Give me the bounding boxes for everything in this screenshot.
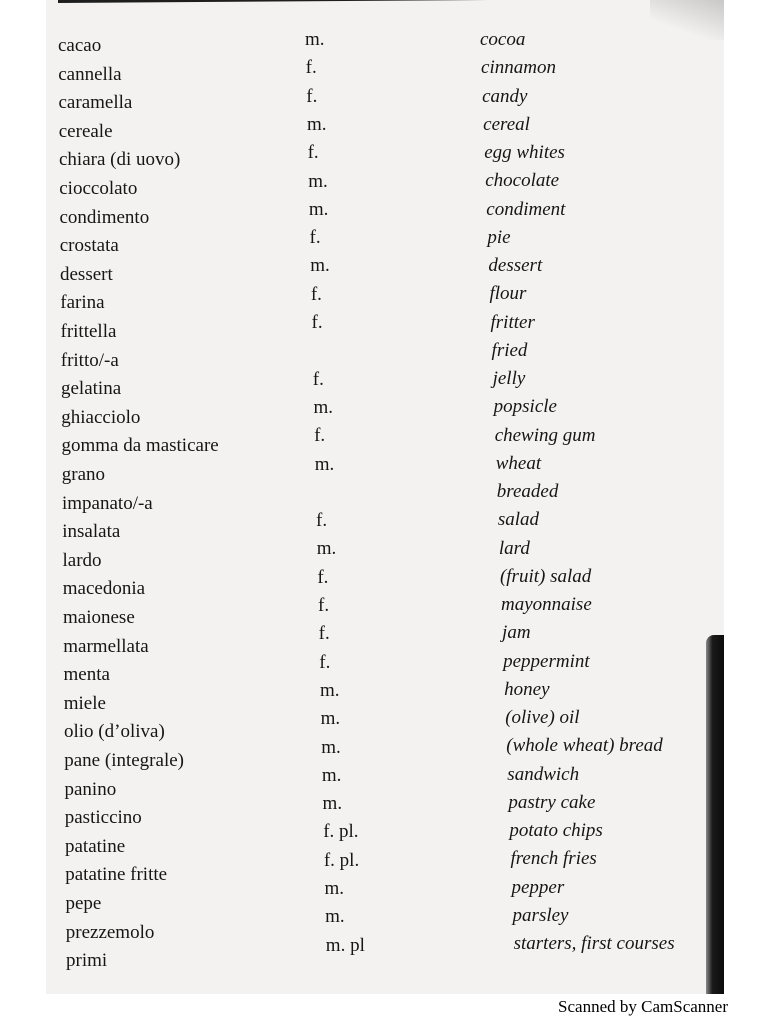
grammatical-gender: m. (305, 29, 325, 50)
grammatical-gender: m. (308, 170, 328, 192)
italian-term: maionese (63, 607, 135, 628)
grammatical-gender: m. pl (325, 934, 365, 956)
english-translation: lard (498, 537, 530, 559)
english-translation: fried (491, 339, 528, 361)
english-translation: breaded (496, 481, 559, 502)
english-translation: (fruit) salad (499, 565, 592, 587)
italian-term: condimento (59, 206, 150, 228)
grammatical-gender: f. (306, 85, 318, 107)
grammatical-gender: f. (319, 651, 331, 673)
italian-term: cereale (58, 120, 113, 142)
italian-term: grano (61, 464, 106, 485)
italian-term: impanato/-a (62, 492, 153, 514)
grammatical-gender: f. (311, 312, 323, 333)
grammatical-gender: f. pl. (323, 849, 360, 871)
english-translation: (olive) oil (505, 707, 580, 728)
english-translation: cinnamon (481, 57, 556, 79)
english-translation: pie (487, 226, 511, 248)
grammatical-gender: f. (309, 227, 321, 249)
english-translation: salad (497, 509, 540, 531)
grammatical-gender: m. (324, 878, 345, 899)
grammatical-gender: f. (314, 425, 326, 447)
italian-term: panino (64, 778, 117, 800)
page-corner-shadow (650, 0, 724, 40)
grammatical-gender: m. (316, 538, 337, 560)
english-translation: starters, first courses (513, 933, 675, 954)
footer-bar (0, 994, 768, 1024)
italian-term: chiara (di uovo) (59, 149, 181, 171)
english-translation: cocoa (480, 29, 526, 50)
italian-term: pasticcino (64, 807, 142, 829)
italian-term: menta (63, 664, 110, 686)
grammatical-gender: f. (316, 510, 328, 532)
english-translation: chocolate (485, 170, 560, 192)
grammatical-gender: m. (319, 679, 340, 701)
italian-term: pepe (65, 893, 102, 914)
english-translation: french fries (510, 848, 597, 870)
grammatical-gender: m. (325, 906, 345, 928)
english-translation: condiment (486, 198, 566, 220)
english-translation: popsicle (493, 396, 557, 418)
english-translation: sandwich (507, 763, 580, 785)
scanner-credit: Scanned by CamScanner (558, 997, 728, 1016)
english-translation: candy (482, 85, 528, 107)
italian-term: macedonia (62, 578, 146, 600)
english-translation: fritter (490, 311, 535, 333)
italian-term: gelatina (61, 378, 122, 400)
english-translation: dessert (488, 255, 543, 276)
italian-term: pane (integrale) (64, 750, 184, 771)
italian-term: miele (63, 692, 106, 714)
english-translation: parsley (512, 904, 569, 926)
english-translation: honey (504, 678, 550, 700)
grammatical-gender: f. (305, 57, 317, 79)
italian-term: ghiacciolo (61, 406, 141, 428)
grammatical-gender: f. (317, 566, 329, 588)
italian-term: marmellata (63, 635, 149, 657)
grammatical-gender: m. (310, 255, 330, 277)
italian-term: crostata (59, 235, 119, 257)
italian-term: cacao (58, 35, 102, 56)
italian-term: cannella (58, 63, 122, 85)
binding-edge-shadow (706, 635, 724, 994)
english-translation: cereal (483, 113, 530, 135)
italian-term: olio (d’oliva) (64, 721, 165, 743)
italian-term: frittella (60, 321, 117, 342)
italian-term: patatine fritte (65, 864, 168, 886)
english-translation: jelly (492, 368, 526, 389)
english-translation: egg whites (484, 142, 565, 163)
english-translation: pepper (511, 876, 565, 898)
italian-term: lardo (62, 549, 102, 571)
grammatical-gender: f. (310, 283, 322, 305)
italian-term: dessert (60, 263, 113, 285)
english-translation: pastry cake (508, 791, 596, 813)
english-translation: flour (489, 283, 527, 305)
grammatical-gender: m. (313, 396, 333, 418)
english-translation: (whole wheat) bread (506, 735, 663, 757)
italian-term: caramella (58, 92, 133, 114)
grammatical-gender: f. (307, 142, 319, 164)
italian-term: primi (66, 950, 108, 972)
grammatical-gender: m. (321, 736, 341, 758)
english-translation: mayonnaise (501, 594, 592, 615)
grammatical-gender: m. (322, 793, 343, 815)
grammatical-gender: f. (318, 623, 330, 645)
italian-term: prezzemolo (65, 921, 155, 943)
english-translation: jam (502, 622, 531, 644)
grammatical-gender: m. (306, 113, 327, 135)
english-translation: chewing gum (494, 424, 596, 446)
english-translation: wheat (495, 452, 542, 474)
grammatical-gender: m. (314, 453, 335, 475)
italian-term: patatine (65, 835, 126, 857)
italian-term: fritto/-a (60, 349, 119, 371)
italian-term: farina (60, 292, 105, 314)
english-translation: peppermint (503, 650, 590, 672)
english-translation: potato chips (509, 820, 603, 841)
grammatical-gender: m. (320, 708, 341, 730)
grammatical-gender: f. (312, 368, 324, 390)
italian-term: gomma da masticare (61, 435, 219, 457)
grammatical-gender: f. pl. (323, 821, 359, 843)
grammatical-gender: m. (308, 198, 329, 220)
grammatical-gender: f. (318, 595, 330, 616)
italian-term: cioccolato (59, 178, 138, 199)
italian-term: insalata (62, 521, 121, 543)
grammatical-gender: m. (321, 764, 342, 786)
